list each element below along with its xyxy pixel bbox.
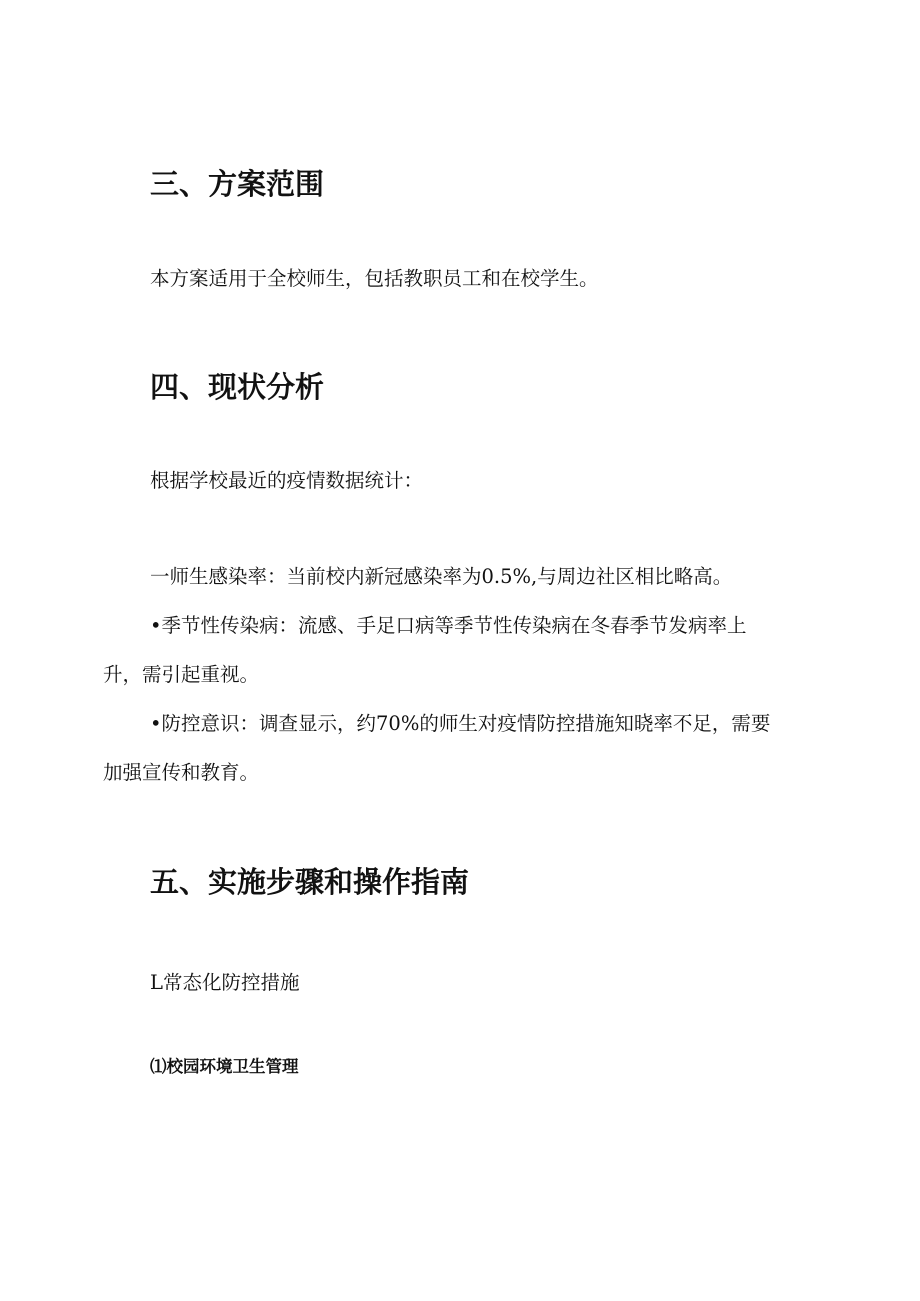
analysis-item-awareness-line2: 加强宣传和教育。 (103, 761, 260, 784)
analysis-intro: 根据学校最近的疫情数据统计： (150, 469, 424, 492)
section-heading-implementation: 五、实施步骤和操作指南 (150, 865, 470, 899)
implementation-subsubheading: ⑴校园环境卫生管理 (150, 1057, 299, 1076)
analysis-item-seasonal-line1: •季节性传染病：流感、手足口病等季节性传染病在冬春季节发病率上 (150, 614, 747, 637)
section-heading-analysis: 四、现状分析 (150, 370, 325, 404)
implementation-subheading: L常态化防控措施 (150, 971, 300, 994)
analysis-item-awareness-line1: •防控意识：调查显示，约70%的师生对疫情防控措施知晓率不足，需要 (150, 712, 771, 735)
analysis-item-seasonal-line2: 升，需引起重视。 (103, 663, 260, 686)
scope-paragraph: 本方案适用于全校师生，包括教职员工和在校学生。 (150, 267, 599, 290)
section-heading-scope: 三、方案范围 (150, 167, 325, 201)
analysis-item-infection-rate: 一师生感染率：当前校内新冠感染率为0.5%,与周边社区相比略高。 (150, 565, 733, 588)
